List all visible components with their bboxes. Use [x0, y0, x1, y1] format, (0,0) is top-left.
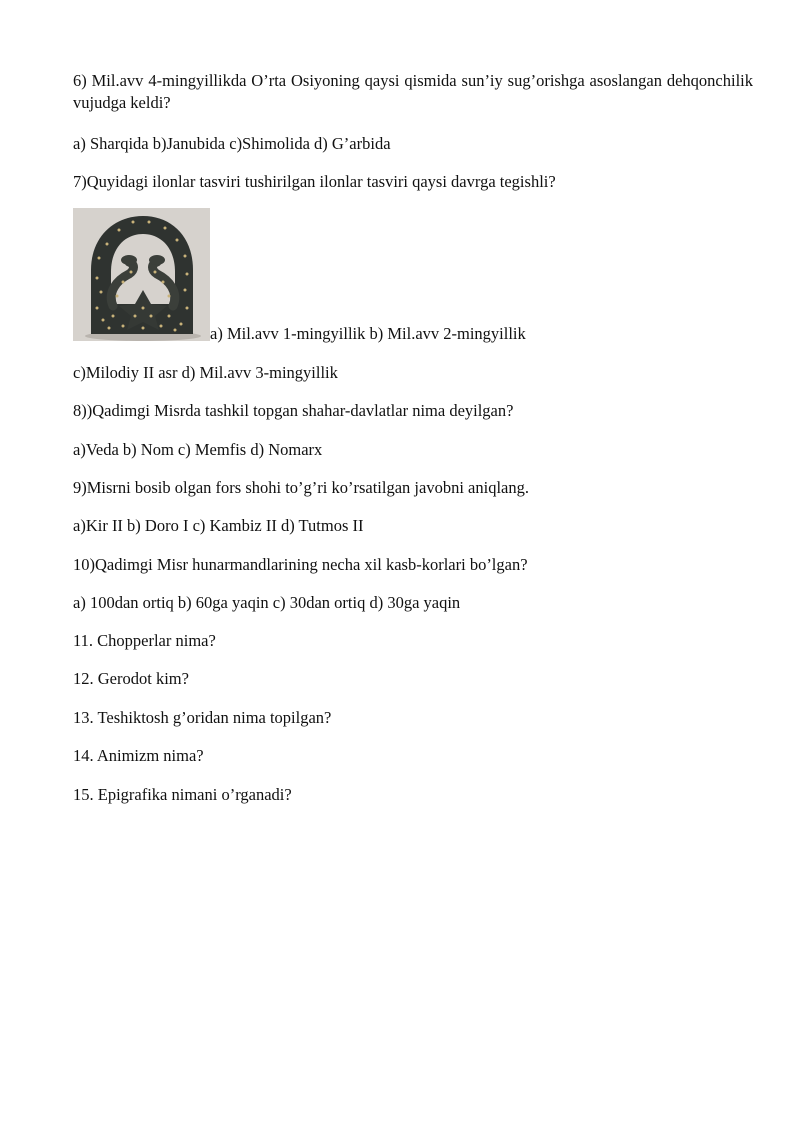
- snake-amulet-photo-icon: [73, 208, 210, 341]
- question-8: 8))Qadimgi Misrda tashkil topgan shahar-davlatlar nima deyilgan?: [73, 401, 514, 420]
- question-10: 10)Qadimgi Misr hunarmandlarining necha xil kasb-korlari bo’lgan?: [73, 555, 528, 574]
- question-9-answers: a)Kir II b) Doro I c) Kambiz II d) Tutmos II: [73, 516, 364, 535]
- question-6-answers: a) Sharqida b)Janubida c)Shimolida d) G’arbida: [73, 134, 391, 153]
- question-7-answers-line2: c)Milodiy II asr d) Mil.avv 3-mingyillik: [73, 363, 338, 382]
- question-11: 11. Chopperlar nima?: [73, 631, 216, 650]
- question-8-answers: a)Veda b) Nom c) Memfis d) Nomarx: [73, 440, 323, 459]
- question-7-answers-line1: a) Mil.avv 1-mingyillik b) Mil.avv 2-mingyillik: [210, 324, 526, 343]
- question-7: 7)Quyidagi ilonlar tasviri tushirilgan ilonlar tasviri qaysi davrga tegishli?: [73, 172, 556, 191]
- question-10-answers: a) 100dan ortiq b) 60ga yaqin c) 30dan ortiq d) 30ga yaqin: [73, 593, 461, 612]
- question-6: 6) Mil.avv 4-mingyillikda O’rta Osiyoning qaysi qismida sun’iy sug’orishga asoslangan dehqonchilik vujudga keldi?: [73, 71, 753, 112]
- question-12: 12. Gerodot kim?: [73, 669, 189, 688]
- question-13: 13. Teshiktosh g’oridan nima topilgan?: [73, 708, 332, 727]
- question-15: 15. Epigrafika nimani o’rganadi?: [73, 785, 292, 804]
- question-9: 9)Misrni bosib olgan fors shohi to’g’ri ko’rsatilgan javobni aniqlang.: [73, 478, 529, 497]
- question-14: 14. Animizm nima?: [73, 746, 204, 765]
